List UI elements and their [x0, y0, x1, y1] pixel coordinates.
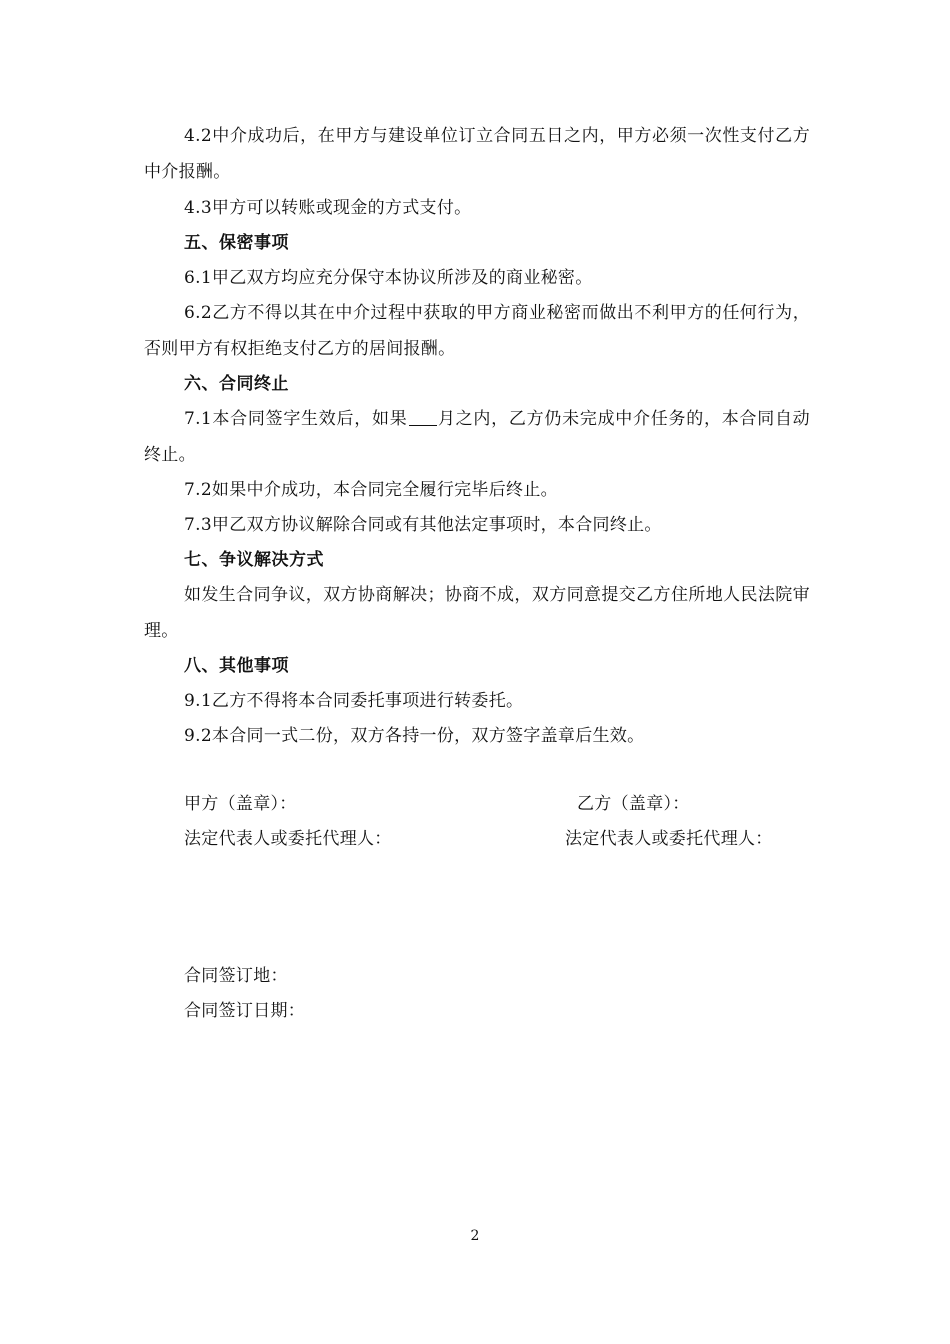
party-a-seal-label: 甲方（盖章）： [184, 794, 297, 814]
party-a-representative-label: 法定代表人或委托代理人： [184, 829, 392, 849]
clause-9-2: 9.2本合同一式二份，双方各持一份，双方签字盖章后生效。 [184, 726, 645, 746]
clause-4-3: 4.3甲方可以转账或现金的方式支付。 [184, 198, 472, 218]
month-blank-field [409, 407, 437, 426]
heading-termination: 六、合同终止 [184, 374, 289, 394]
heading-dispute-resolution: 七、争议解决方式 [184, 550, 324, 570]
clause-7-2: 7.2如果中介成功，本合同完全履行完毕后终止。 [184, 480, 558, 500]
signing-date-label: 合同签订日期： [184, 1001, 306, 1021]
clause-7-1 [144, 401, 810, 473]
clause-7-3: 7.3甲乙双方协议解除合同或有其他法定事项时，本合同终止。 [184, 515, 662, 535]
party-b-seal-label: 乙方（盖章）： [577, 794, 690, 814]
page-number: 2 [470, 1228, 480, 1244]
heading-other-matters: 八、其他事项 [184, 656, 289, 676]
signing-place-label: 合同签订地： [184, 966, 288, 986]
clause-7-1-text-before: 7.1本合同签字生效后，如果 [184, 409, 408, 429]
clause-4-2: 4.2中介成功后，在甲方与建设单位订立合同五日之内，甲方必须一次性支付乙方中介报酬。 [144, 126, 810, 182]
clause-9-1: 9.1乙方不得将本合同委托事项进行转委托。 [184, 691, 524, 711]
clause-7-1-text-after: 月之内，乙方仍未完成中介任务的，本合同自动终止。 [144, 409, 810, 465]
clause-6-1: 6.1甲乙双方均应充分保守本协议所涉及的商业秘密。 [184, 268, 593, 288]
heading-confidentiality: 五、保密事项 [184, 233, 289, 253]
dispute-clause: 如发生合同争议，双方协商解决；协商不成，双方同意提交乙方住所地人民法院审理。 [144, 585, 810, 641]
clause-6-2: 6.2乙方不得以其在中介过程中获取的甲方商业秘密而做出不利甲方的任何行为，否则甲方有权拒绝支付乙方的居间报酬。 [144, 303, 810, 359]
party-b-representative-label: 法定代表人或委托代理人： [565, 829, 773, 849]
